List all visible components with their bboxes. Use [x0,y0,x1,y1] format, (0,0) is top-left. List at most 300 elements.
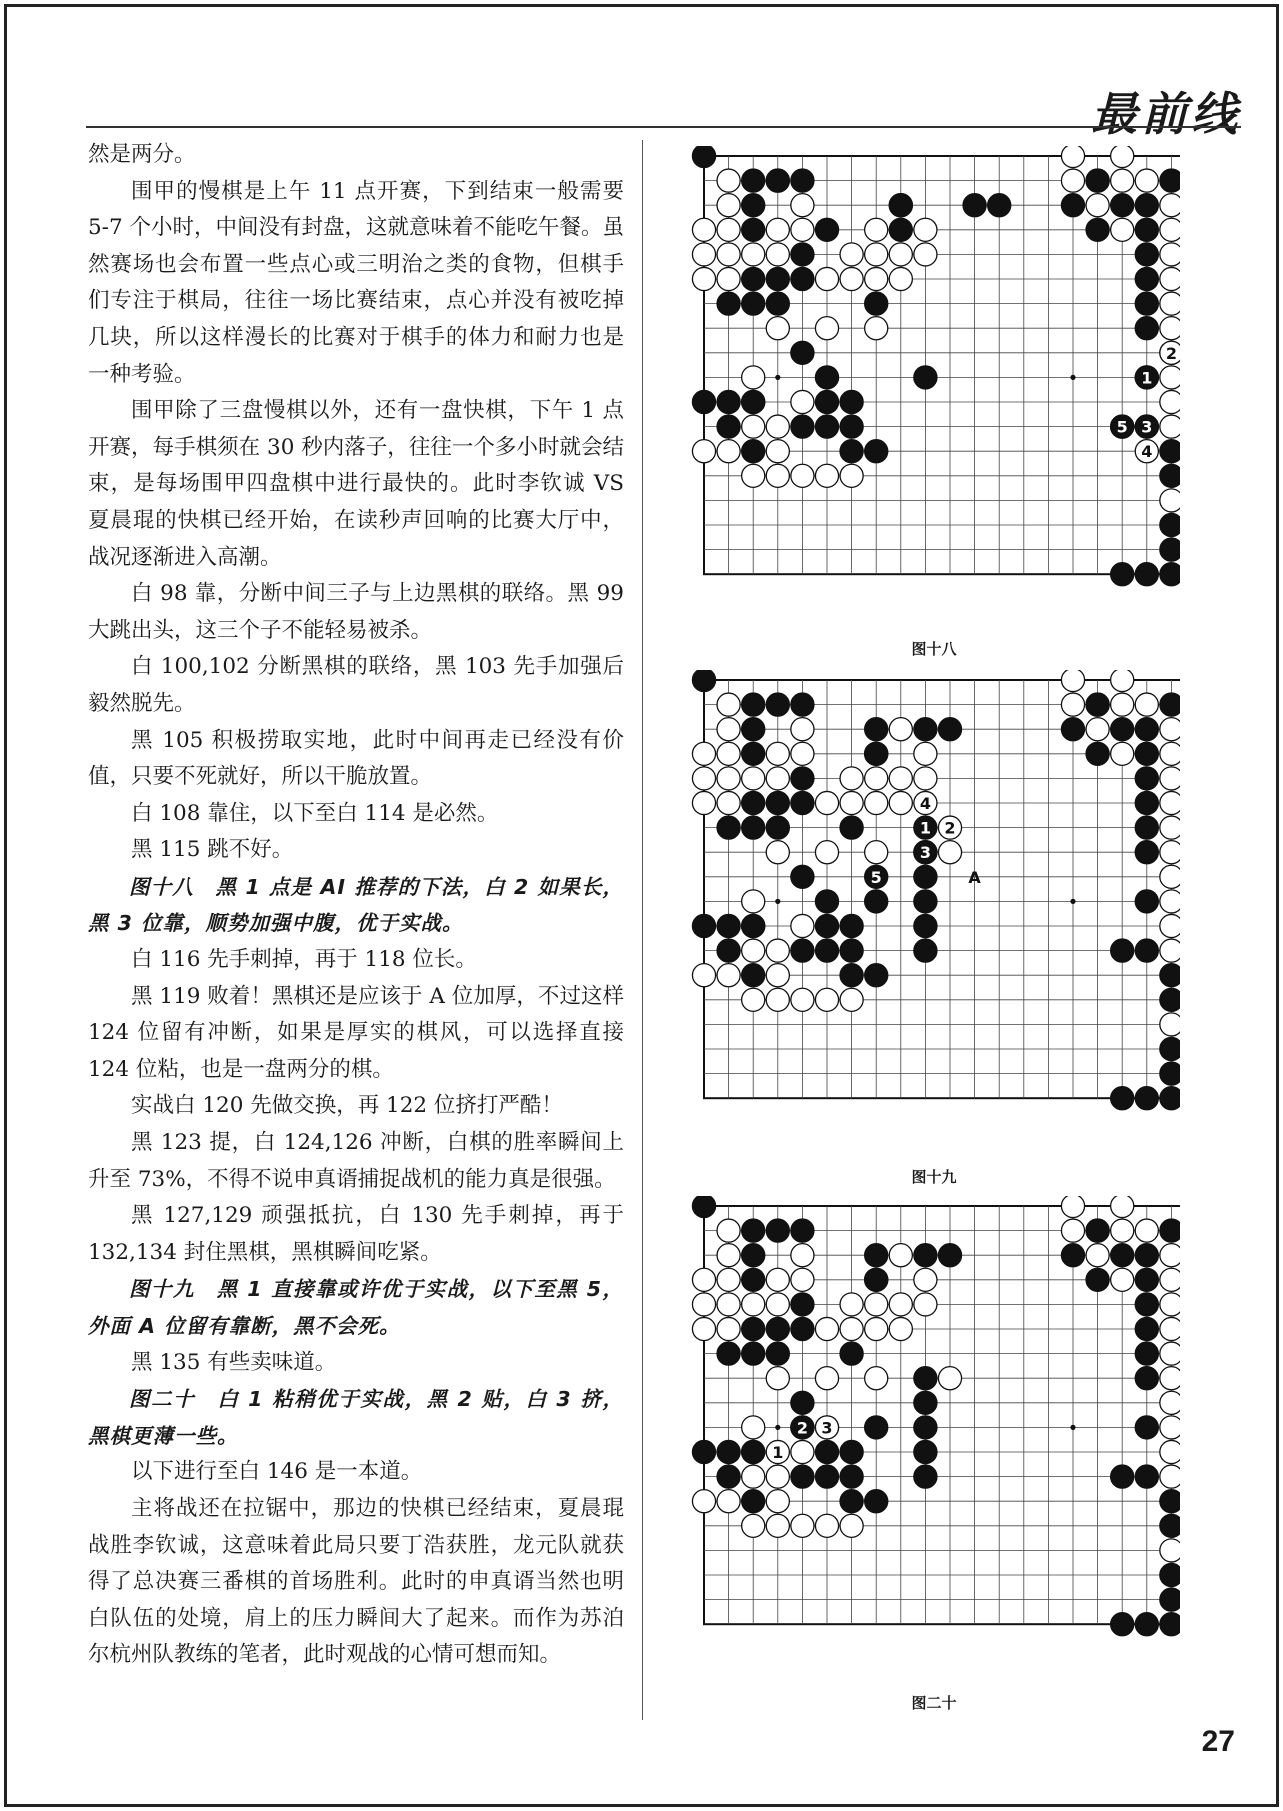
white-stone [1160,841,1180,864]
black-stone [791,767,814,790]
black-stone [815,366,838,389]
white-stone [914,1293,937,1316]
black-stone [717,390,740,413]
star-point [775,1425,780,1430]
black-stone [742,218,765,241]
white-stone [1160,489,1180,512]
black-stone [1160,1563,1180,1586]
black-stone [914,1465,937,1488]
black-stone [1135,841,1158,864]
move-number-label: 1 [772,1443,784,1462]
white-stone [717,964,740,987]
move-number-label: 2 [944,818,956,838]
black-stone [1111,718,1134,741]
black-stone [1135,1268,1158,1291]
black-stone [1160,563,1180,586]
black-stone [1160,1062,1180,1085]
white-stone [717,1490,740,1513]
black-stone [766,169,789,192]
white-stone [791,914,814,937]
white-stone [815,1367,838,1390]
white-stone [1160,1367,1180,1390]
black-stone [791,415,814,438]
figure-commentary: 图二十 白 1 粘稍优于实战，黑 2 贴，白 3 挤，黑棋更薄一些。 [88,1387,624,1448]
white-stone [1061,1219,1084,1242]
white-stone [1135,1219,1158,1242]
black-stone [1135,1613,1158,1636]
black-stone [840,1490,863,1513]
black-stone [840,415,863,438]
white-stone [766,218,789,241]
black-stone [1135,1087,1158,1110]
black-stone [1135,939,1158,962]
black-stone [988,194,1011,217]
black-stone [840,1440,863,1463]
move-number-label: 4 [1141,442,1153,462]
go-board-diagram-19 [690,670,1180,1152]
black-stone [914,914,937,937]
white-stone [1160,1391,1180,1414]
white-stone [1111,1196,1134,1218]
white-stone [1111,693,1134,716]
white-stone [717,243,740,266]
white-stone [914,1268,937,1291]
black-stone [815,415,838,438]
white-stone [692,243,715,266]
black-stone [938,718,961,741]
black-stone [1160,513,1180,536]
white-stone [742,890,765,913]
go-board-diagram-20 [690,1196,1180,1678]
go-board [690,146,1180,628]
white-stone [815,791,838,814]
white-stone [865,243,888,266]
black-stone [1135,816,1158,839]
black-stone [742,1440,765,1463]
white-stone [742,464,765,487]
white-stone [717,1293,740,1316]
white-stone [840,767,863,790]
black-stone [791,693,814,716]
white-stone [1160,1013,1180,1036]
white-stone [1160,816,1180,839]
black-stone [1086,693,1109,716]
paragraph: 围甲的慢棋是上午 11 点开赛，下到结束一般需要 5-7 个小时，中间没有封盘，这就意味着不能吃午餐。虽然赛场也会布置一些点心或三明治之类的食物，但棋手们专注于棋局，往往一场比赛结束，点心并没有被吃掉几块，所以这样漫长的比赛对于棋手的体力和耐力也是一种考验。 [88,178,624,387]
white-stone [692,791,715,814]
move-number-label: 3 [821,1418,833,1438]
white-stone [1160,366,1180,389]
white-stone [791,390,814,413]
white-stone [914,218,937,241]
white-stone [717,440,740,463]
white-stone [1061,169,1084,192]
black-stone [742,816,765,839]
black-stone [1160,538,1180,561]
black-stone [1160,440,1180,463]
black-stone [692,146,715,168]
white-stone [1160,1317,1180,1340]
move-number-label: 3 [1141,417,1153,437]
white-stone [865,1317,888,1340]
move-number-label: A [968,867,981,887]
black-stone [1135,243,1158,266]
white-stone [889,243,912,266]
black-stone [815,218,838,241]
white-stone [791,988,814,1011]
white-stone [717,1317,740,1340]
white-stone [889,1317,912,1340]
white-stone [1160,317,1180,340]
star-point [775,899,780,904]
white-stone [1160,914,1180,937]
white-stone [1061,1196,1084,1218]
black-stone [1135,194,1158,217]
black-stone [1160,464,1180,487]
white-stone [766,1293,789,1316]
black-stone [815,1440,838,1463]
white-stone [766,939,789,962]
white-stone [815,267,838,290]
black-stone [791,341,814,364]
black-stone [840,939,863,962]
white-stone [1160,767,1180,790]
white-stone [791,1440,814,1463]
white-stone [692,1317,715,1340]
black-stone [791,243,814,266]
figure-caption: 图十九 [911,1168,957,1186]
figure-commentary: 图十八 黑 1 点是 AI 推荐的下法，白 2 如果长，黑 3 位靠，顺势加强中腹，优于实战。 [88,874,624,936]
white-stone [766,464,789,487]
black-stone [815,914,838,937]
black-stone [742,964,765,987]
white-stone [815,1317,838,1340]
white-stone [1111,218,1134,241]
paragraph: 白 98 靠，分断中间三子与上边黑棋的联络。黑 99 大跳出头，这三个子不能轻易被杀。 [88,581,624,643]
white-stone [840,1317,863,1340]
black-stone [1135,890,1158,913]
black-stone [791,169,814,192]
black-stone [1160,1613,1180,1636]
black-stone [914,1391,937,1414]
paragraph: 实战白 120 先做交换，再 122 位挤打严酷！ [131,1093,563,1119]
black-stone [1086,742,1109,765]
black-stone [1135,1465,1158,1488]
black-stone [791,267,814,290]
white-stone [914,243,937,266]
white-stone [815,464,838,487]
black-stone [1111,1465,1134,1488]
black-stone [914,865,937,888]
white-stone [692,742,715,765]
black-stone [742,791,765,814]
black-stone [840,816,863,839]
go-board [690,670,1180,1152]
white-stone [692,267,715,290]
black-stone [1160,169,1180,192]
black-stone [914,939,937,962]
black-stone [766,267,789,290]
white-stone [791,218,814,241]
black-stone [1160,1490,1180,1513]
white-stone [1160,1244,1180,1267]
black-stone [742,914,765,937]
black-stone [865,440,888,463]
black-stone [692,1196,715,1218]
black-stone [742,1244,765,1267]
white-stone [889,1293,912,1316]
black-stone [963,194,986,217]
white-stone [692,1268,715,1291]
black-stone [742,1342,765,1365]
black-stone [1160,1588,1180,1611]
paragraph: 白 100,102 分断黑棋的联络，黑 103 先手加强后毅然脱先。 [88,654,624,716]
black-stone [1135,1244,1158,1267]
black-stone [1135,791,1158,814]
white-stone [815,841,838,864]
white-stone [840,464,863,487]
black-stone [1160,1087,1180,1110]
white-stone [742,1416,765,1439]
black-stone [1135,1416,1158,1439]
black-stone [1135,742,1158,765]
black-stone [692,670,715,692]
paragraph: 然是两分。 [88,142,196,167]
black-stone [1086,218,1109,241]
black-stone [1061,1244,1084,1267]
white-stone [865,767,888,790]
white-stone [840,267,863,290]
white-stone [1160,865,1180,888]
move-number-label: 5 [1116,417,1128,437]
white-stone [1160,1268,1180,1291]
black-stone [840,964,863,987]
black-stone [938,1244,961,1267]
black-stone [717,292,740,315]
black-stone [914,1416,937,1439]
white-stone [1061,146,1084,168]
white-stone [1160,890,1180,913]
figure-caption: 图十八 [911,640,957,658]
white-stone [791,1244,814,1267]
star-point [1070,899,1075,904]
black-stone [1160,1219,1180,1242]
black-stone [742,1268,765,1291]
star-point [775,375,780,380]
white-stone [766,415,789,438]
white-stone [889,267,912,290]
black-stone [865,1416,888,1439]
white-stone [742,939,765,962]
black-stone [742,440,765,463]
black-stone [742,693,765,716]
paragraph: 白 116 先手刺掉，再于 118 位长。 [131,947,477,973]
white-stone [791,1268,814,1291]
white-stone [791,742,814,765]
star-point [1070,375,1075,380]
black-stone [1160,693,1180,716]
white-stone [766,1490,789,1513]
white-stone [1111,670,1134,692]
black-stone [1135,1342,1158,1365]
white-stone [742,1514,765,1537]
black-stone [791,1219,814,1242]
white-stone [865,317,888,340]
black-stone [1135,767,1158,790]
black-stone [865,1244,888,1267]
move-number-label: 2 [796,1418,808,1438]
black-stone [1160,1514,1180,1537]
white-stone [865,1293,888,1316]
white-stone [766,440,789,463]
white-stone [766,841,789,864]
white-stone [914,767,937,790]
white-stone [742,366,765,389]
black-stone [717,939,740,962]
white-stone [938,841,961,864]
black-stone [1160,1037,1180,1060]
white-stone [840,1514,863,1537]
white-stone [717,767,740,790]
black-stone [717,1342,740,1365]
black-stone [791,865,814,888]
black-stone [815,1465,838,1488]
white-stone [1160,267,1180,290]
white-stone [1160,1342,1180,1365]
black-stone [766,292,789,315]
white-stone [717,1244,740,1267]
black-stone [840,390,863,413]
white-stone [766,742,789,765]
white-stone [1160,1539,1180,1562]
black-stone [1160,964,1180,987]
white-stone [766,964,789,987]
black-stone [815,939,838,962]
black-stone [1061,718,1084,741]
white-stone [1160,243,1180,266]
black-stone [840,914,863,937]
white-stone [766,1268,789,1291]
white-stone [840,243,863,266]
move-number-label: 2 [1165,343,1177,363]
paragraph: 黑 119 败着！黑棋还是应该于 A 位加厚，不过这样 124 位留有冲断，如果是厚实的棋风，可以选择直接 124 位粘，也是一盘两分的棋。 [88,983,624,1082]
black-stone [791,1293,814,1316]
black-stone [865,1490,888,1513]
white-stone [717,791,740,814]
white-stone [1111,169,1134,192]
white-stone [742,1465,765,1488]
white-stone [791,718,814,741]
black-stone [742,1219,765,1242]
white-stone [1111,1268,1134,1291]
black-stone [1111,1087,1134,1110]
white-stone [865,1367,888,1390]
white-stone [865,267,888,290]
star-point [1070,1425,1075,1430]
white-stone [791,1514,814,1537]
black-stone [1111,1613,1134,1636]
paragraph: 黑 115 跳不好。 [131,837,294,863]
white-stone [865,791,888,814]
black-stone [692,1440,715,1463]
white-stone [1135,169,1158,192]
black-stone [692,914,715,937]
white-stone [766,1367,789,1390]
black-stone [742,1490,765,1513]
white-stone [766,988,789,1011]
white-stone [1111,1219,1134,1242]
black-stone [692,390,715,413]
white-stone [717,194,740,217]
white-stone [1135,693,1158,716]
white-stone [742,767,765,790]
black-stone [865,890,888,913]
white-stone [1086,194,1109,217]
white-stone [717,718,740,741]
black-stone [1061,194,1084,217]
white-stone [692,1293,715,1316]
white-stone [1160,742,1180,765]
white-stone [865,218,888,241]
black-stone [791,791,814,814]
black-stone [717,914,740,937]
black-stone [914,1367,937,1390]
black-stone [742,742,765,765]
white-stone [742,415,765,438]
white-stone [1111,742,1134,765]
white-stone [791,464,814,487]
white-stone [791,194,814,217]
white-stone [1160,1416,1180,1439]
column-divider [642,140,643,1720]
go-board-diagram-18 [690,146,1180,628]
white-stone [1160,218,1180,241]
white-stone [692,767,715,790]
white-stone [815,1514,838,1537]
white-stone [815,988,838,1011]
black-stone [889,194,912,217]
black-stone [1086,169,1109,192]
white-stone [914,742,937,765]
paragraph: 黑 135 有些卖味道。 [131,1349,337,1375]
black-stone [865,742,888,765]
black-stone [742,718,765,741]
paragraph: 围甲除了三盘慢棋以外，还有一盘快棋，下午 1 点开赛，每手棋须在 30 秒内落子，往往一个多小时就会结束，是每场围甲四盘棋中进行最快的。此时李钦诚 VS 夏晨琨的快棋已经开始，在读秒声回响的比赛大厅中，战况逐渐进入高潮。 [88,398,624,570]
white-stone [1160,718,1180,741]
black-stone [1111,939,1134,962]
paragraph: 以下进行至白 146 是一本道。 [131,1459,423,1485]
white-stone [1160,194,1180,217]
black-stone [742,1317,765,1340]
black-stone [1135,317,1158,340]
black-stone [914,890,937,913]
black-stone [766,791,789,814]
black-stone [865,1268,888,1291]
white-stone [889,767,912,790]
white-stone [766,317,789,340]
black-stone [865,964,888,987]
black-stone [742,390,765,413]
white-stone [1160,292,1180,315]
black-stone [742,169,765,192]
white-stone [742,243,765,266]
black-stone [914,366,937,389]
white-stone [889,718,912,741]
article-body [88,137,624,1674]
white-stone [1111,146,1134,168]
white-stone [717,169,740,192]
black-stone [815,890,838,913]
black-stone [766,816,789,839]
